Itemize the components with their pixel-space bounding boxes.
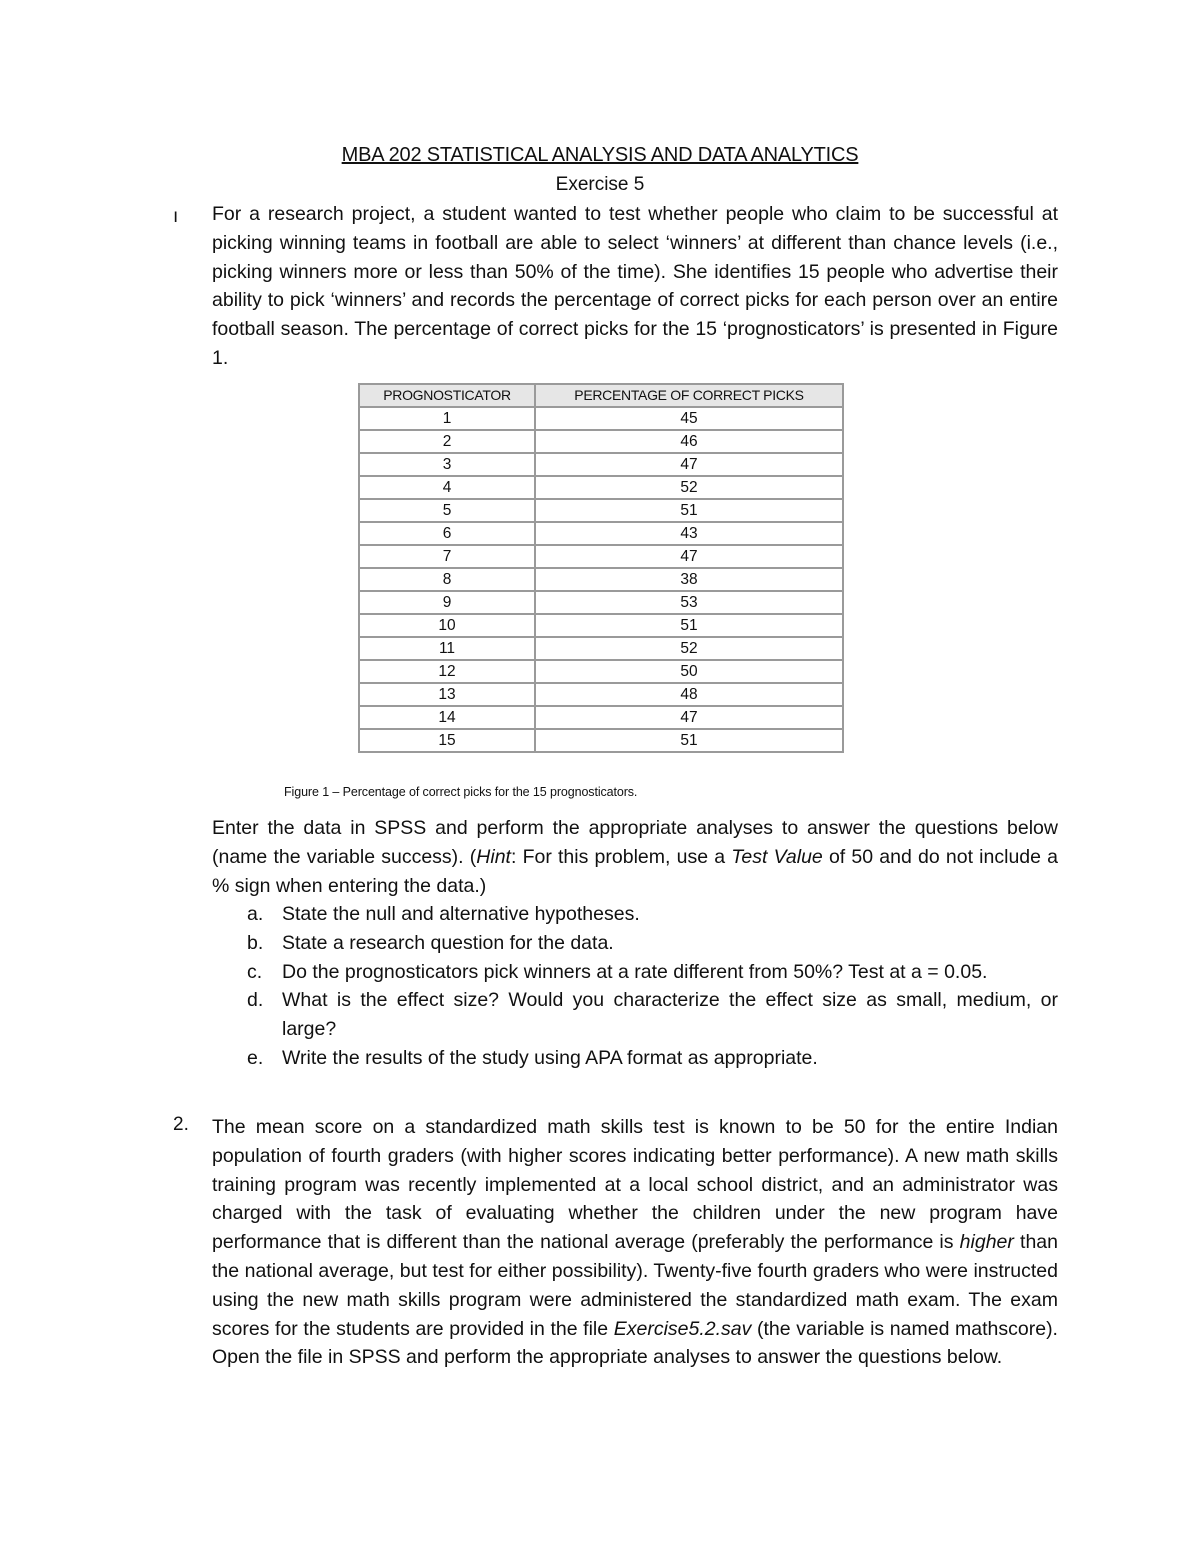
table-row [359,614,843,637]
subquestion-a [212,900,1058,929]
table-row [359,430,843,453]
instructions-test-value: Test Value [731,845,823,868]
cell-percentage: 47 [535,545,843,568]
subquestion-text: What is the effect size? Would you characterize the effect size as small, medium, or large? [282,989,1058,1041]
table-row [359,660,843,683]
prognosticator-table [358,383,844,753]
cell-percentage: 51 [535,614,843,637]
column-header-percentage: PERCENTAGE OF CORRECT PICKS [535,384,843,407]
cell-prognosticator: 14 [359,706,535,729]
subquestion-text: Do the prognosticators pick winners at a rate different from 50%? Test at a = 0.05. [282,960,988,983]
cell-prognosticator: 1 [359,407,535,430]
cell-percentage: 52 [535,476,843,499]
cell-prognosticator: 7 [359,545,535,568]
cell-percentage: 43 [535,522,843,545]
q2-text-3: (the variable is named mathscore). Open the file in SPSS and perform the appropriate analyses to answer the questions below. [212,1317,1058,1369]
subquestion-letter: e. [247,1046,264,1069]
question-1-marker: ı [173,206,179,227]
cell-percentage: 53 [535,591,843,614]
table-row [359,545,843,568]
table-row [359,499,843,522]
subquestion-text: Write the results of the study using APA format as appropriate. [282,1046,818,1069]
q2-text-2: than the national average, but test for either possibility). Twenty-five fourth graders who were instructed using the new math skills program were administered the standardized math exam. The exam scores for the students are provided in the file [212,1231,1058,1340]
cell-prognosticator: 12 [359,660,535,683]
cell-percentage: 51 [535,729,843,752]
subquestion-b [212,929,1058,958]
table-row [359,706,843,729]
table-row [359,568,843,591]
cell-prognosticator: 13 [359,683,535,706]
subquestion-d [212,986,1058,1044]
question-1-instructions [212,814,1058,900]
cell-prognosticator: 3 [359,453,535,476]
subquestion-letter: b. [247,931,264,954]
instructions-text-2: : For this problem, use a [510,845,732,868]
table-row [359,407,843,430]
q2-filename: Exercise5.2.sav [613,1317,752,1340]
exercise-subtitle: Exercise 5 [555,174,645,195]
cell-percentage: 38 [535,568,843,591]
table-row [359,637,843,660]
subquestion-c [212,958,1058,987]
question-1-intro: For a research project, a student wanted to test whether people who claim to be successful at picking winning teams in football are able to select ‘winners’ at different than chance levels (i.e., picking winners more or less than 50% of the time). She identifies 15 people who advertise their ability to pick ‘winners’ and records the percentage of correct picks for each person over an entire football season. The percentage of correct picks for the 15 ‘prognosticators’ is presented in Figure 1. [212,203,1058,369]
table-row [359,683,843,706]
subquestion-text: State the null and alternative hypotheses. [282,903,640,925]
cell-percentage: 47 [535,706,843,729]
table-row [359,591,843,614]
cell-percentage: 47 [535,453,843,476]
cell-prognosticator: 11 [359,637,535,660]
q2-text-1: The mean score on a standardized math skills test is known to be 50 for the entire Indian population of fourth graders (with higher scores indicating better performance). A new math skills training program was recently implemented at a local school district, and an administrator was charged with the task of evaluating whether the children under the new program have performance that is different than the national average (preferably the performance is [212,1116,1058,1254]
subquestion-letter: d. [247,989,264,1012]
subquestion-letter: a. [247,903,264,925]
cell-prognosticator: 4 [359,476,535,499]
subquestion-letter: c. [247,960,263,983]
table-body [359,407,843,752]
cell-prognosticator: 6 [359,522,535,545]
instructions-text-1: Enter the data in SPSS and perform the appropriate analyses to answer the questions below (name the variable success). ( [212,817,1058,868]
table-row [359,453,843,476]
cell-prognosticator: 10 [359,614,535,637]
cell-prognosticator: 5 [359,499,535,522]
table-row [359,476,843,499]
document-title: MBA 202 STATISTICAL ANALYSIS AND DATA ANALYTICS [341,144,859,166]
subquestion-list [212,900,1058,1073]
instructions-text-3: of 50 and do not include a % sign when entering the data.) [212,845,1059,897]
instructions-hint: Hint [476,845,511,868]
cell-percentage: 51 [535,499,843,522]
subquestion-e [212,1044,1058,1073]
subquestion-text: State a research question for the data. [282,931,614,954]
question-2-marker: 2. [173,1114,189,1135]
question-2-text [212,1113,1058,1372]
cell-prognosticator: 8 [359,568,535,591]
cell-prognosticator: 2 [359,430,535,453]
table-row [359,522,843,545]
cell-prognosticator: 15 [359,729,535,752]
figure-caption: Figure 1 – Percentage of correct picks for the 15 prognosticators. [284,785,638,799]
q2-text-higher: higher [959,1231,1014,1254]
cell-percentage: 45 [535,407,843,430]
column-header-prognosticator: PROGNOSTICATOR [359,384,535,407]
cell-percentage: 50 [535,660,843,683]
cell-percentage: 48 [535,683,843,706]
table-row [359,729,843,752]
table-header-row [359,384,843,407]
cell-percentage: 52 [535,637,843,660]
cell-prognosticator: 9 [359,591,535,614]
cell-percentage: 46 [535,430,843,453]
